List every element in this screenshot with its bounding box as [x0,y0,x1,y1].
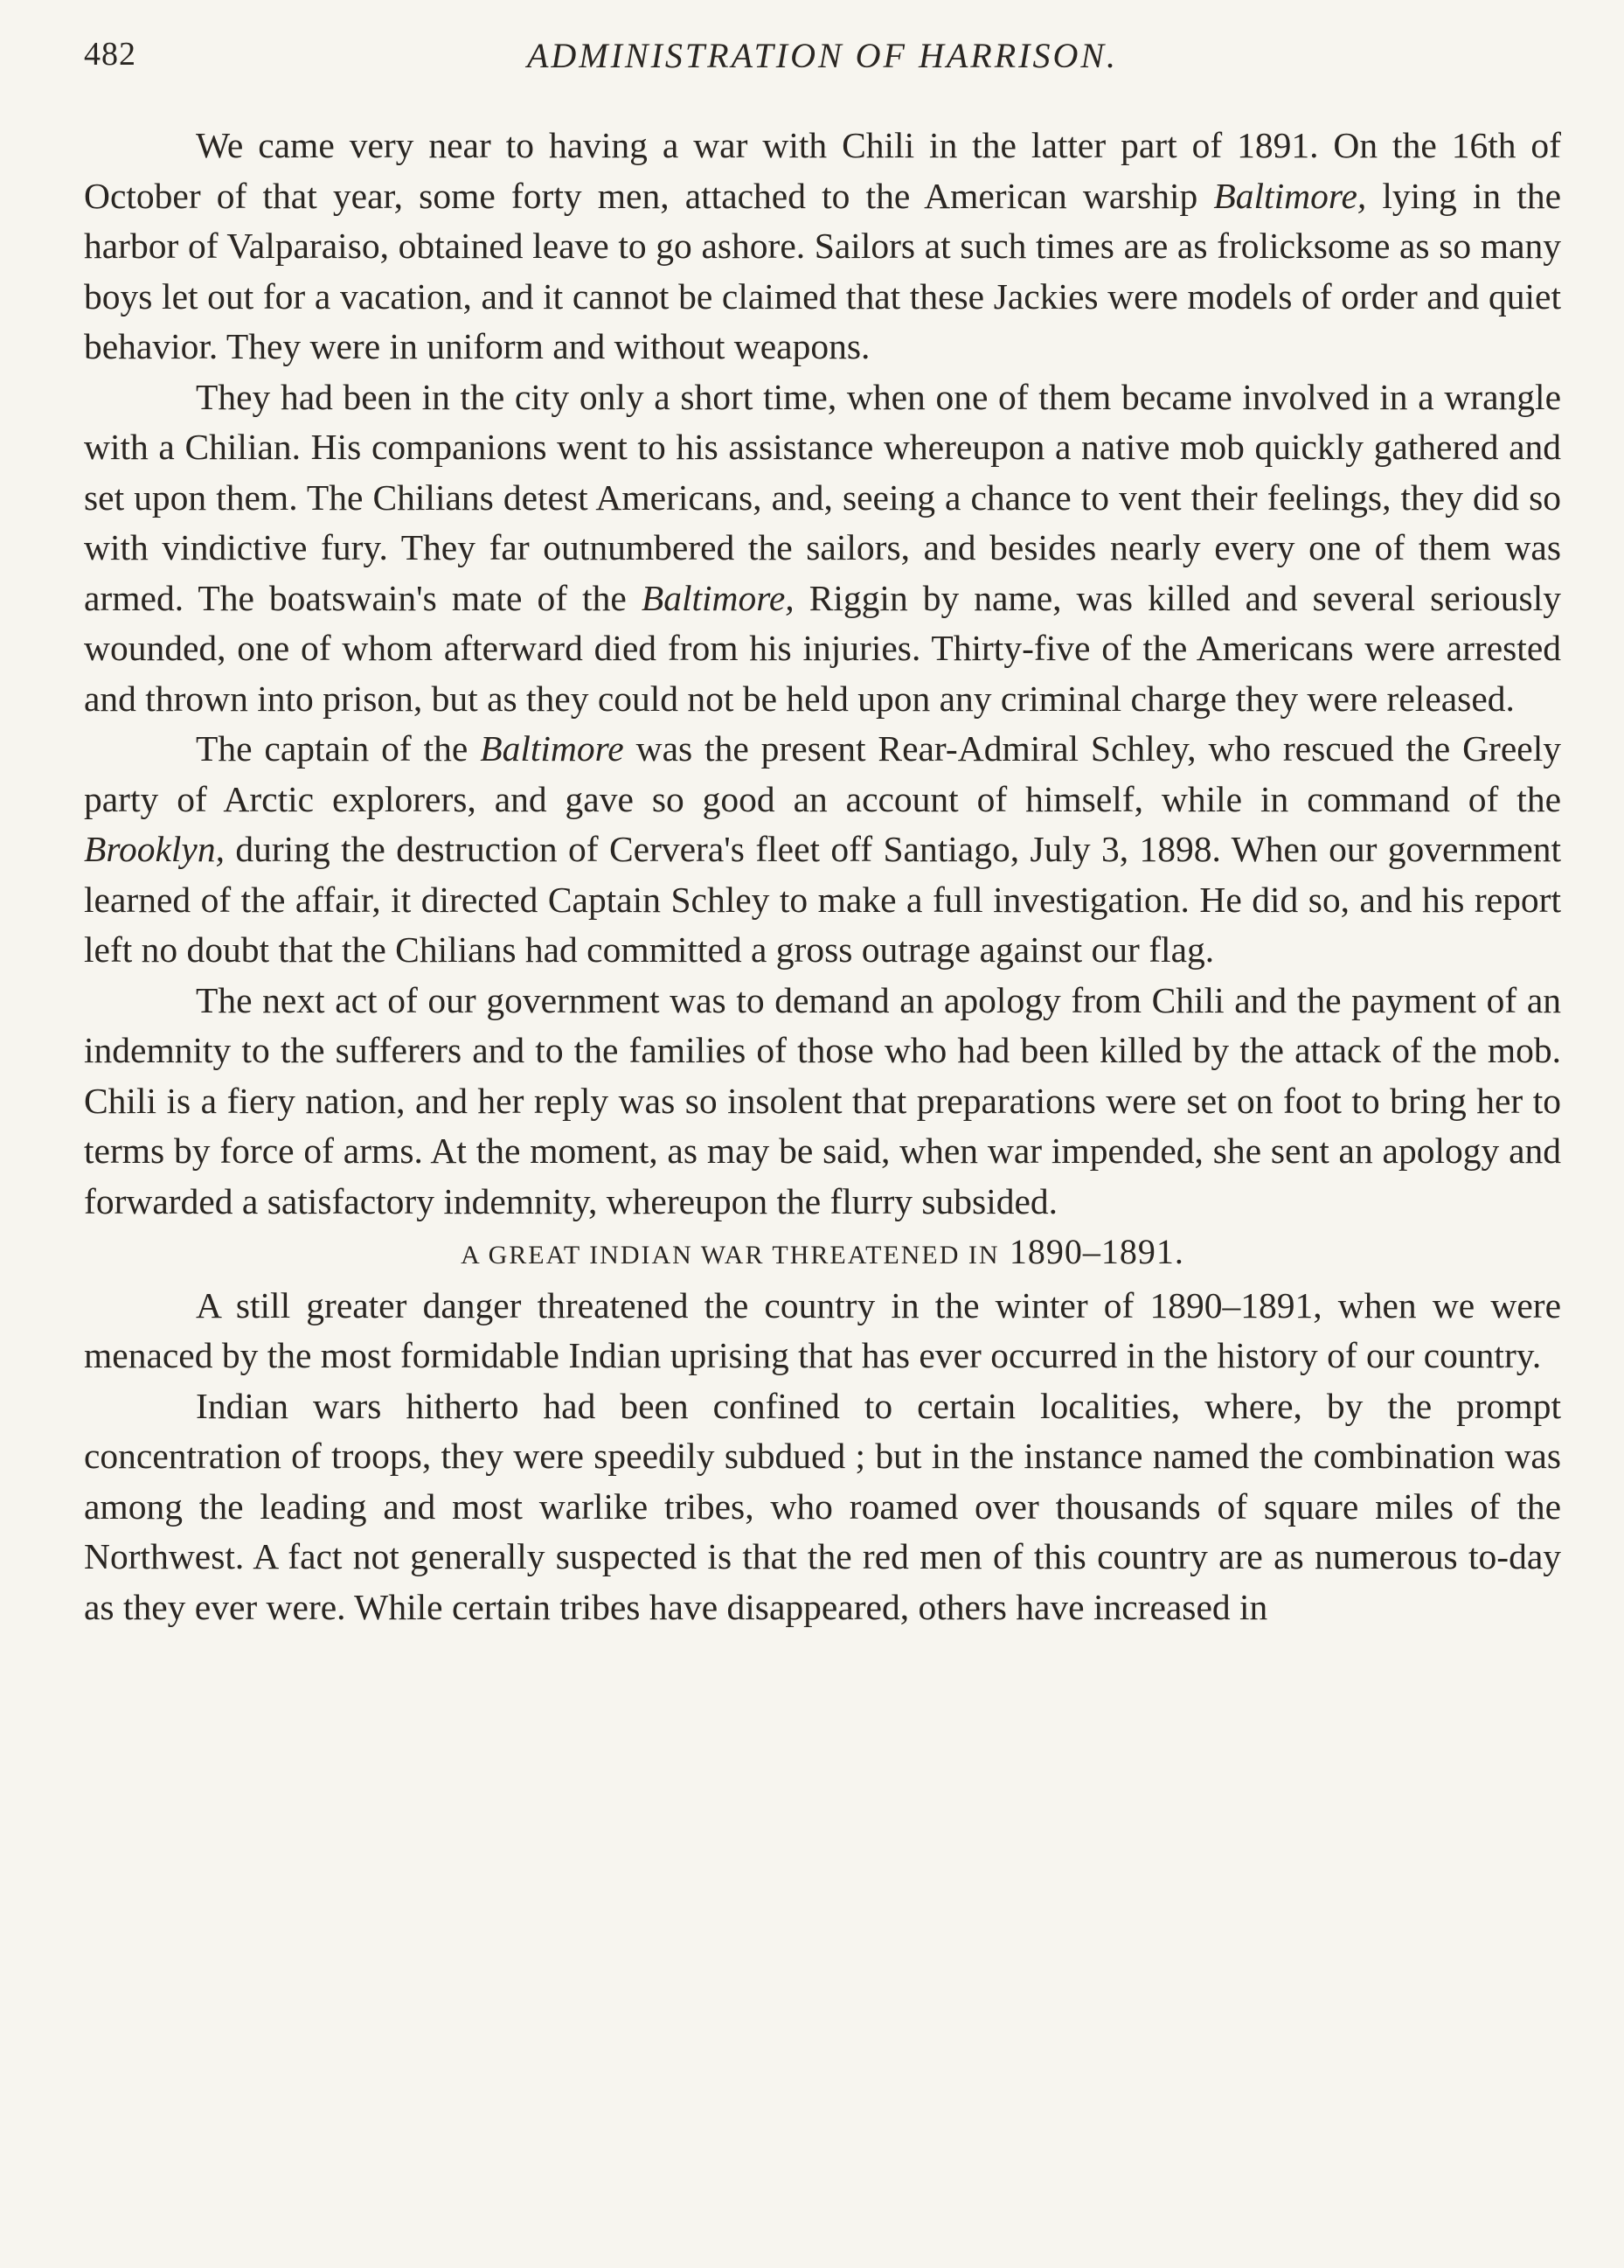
text-run: The next act of our government was to demand an apology from Chili and the payment of an indemnity to the sufferers and to the families of those who had been killed by the attack of the mob. Chili is a fiery nation, and her reply was so insolent that preparations were set on foot to bring her to terms by force of arms. At the moment, as may be said, when war impended, she sent an apology and forwarded a satisfactory indemnity, whereupon the flurry subsided. [84,979,1561,1221]
text-run: They had been in the city only a short time, when one of them became involved in a wrangle with a Chilian. His companions went to his assistance whereupon a native mob quickly gathered and set upon them. The Chilians detest Americans, and, seeing a chance to vent their feelings, they did so with vindictive fury. They far outnumbered the sailors, and besides nearly every one of them was armed. The boatswain's mate of the [84,376,1561,618]
page-number: 482 [84,36,136,73]
section-heading [84,1227,1561,1281]
paragraph-indian-uprising [84,1281,1561,1381]
book-page [84,35,1561,1632]
text-run: We came very near to having a war with Chili in the latter part of 1891. On the 16th of October of that year, some forty men, attached to the American warship [84,125,1561,216]
paragraph-mob-attack [84,372,1561,725]
section-heading-text: A GREAT INDIAN WAR THREATENED IN [461,1241,1000,1270]
paragraph-chili-incident [84,121,1561,372]
running-head [84,35,1561,87]
text-run: during the destruction of Cervera's fleet off Santiago, July 3, 1898. When our government learned of the affair, it directed Captain Schley to make a full investigation. He did so, and his report left no doubt that the Chilians had committed a gross outrage against our flag. [84,829,1561,970]
italic-run: Baltimore, [1213,175,1367,216]
italic-run: Brooklyn, [84,829,225,869]
section-heading-years: 1890–1891. [1009,1232,1184,1271]
body-text [84,121,1561,1632]
italic-run: Baltimore [480,728,624,769]
paragraph-apology-demand [84,976,1561,1228]
text-run: A still greater danger threatened the country in the winter of 1890–1891, when we were menaced by the most formidable Indian uprising that has ever occurred in the history of our country. [84,1284,1561,1375]
text-run: was the present Rear-Admiral Schley, who rescued the Greely party of Arctic explorers, and gave so good an account of himself, while in command of the [84,728,1561,819]
paragraph-schley-investigation [84,724,1561,976]
text-run: Indian wars hitherto had been confined to certain localities, where, by the prompt concentration of troops, they were speedily subdued ; but in the instance named the combination was among the leading and most warlike tribes, who roamed over thousands of square miles of the Northwest. A fact not generally suspected is that the red men of this country are as numerous to-day as they ever were. While certain tribes have disappeared, others have increased in [84,1385,1561,1627]
paragraph-indian-wars [84,1381,1561,1633]
text-run: Riggin by name, was killed and several seriously wounded, one of whom afterward died from his injuries. Thirty-five of the Americans were arrested and thrown into prison, but as they could not be held upon any criminal charge they were released. [84,577,1561,719]
text-run: lying in the harbor of Valparaiso, obtained leave to go ashore. Sailors at such times are as frolicksome as so many boys let out for a vacation, and it cannot be claimed that these Jackies were models of order and quiet behavior. They were in uniform and without weapons. [84,175,1561,366]
running-title: ADMINISTRATION OF HARRISON. [526,36,1119,75]
text-run: The captain of the [196,728,481,769]
italic-run: Baltimore, [641,577,795,618]
